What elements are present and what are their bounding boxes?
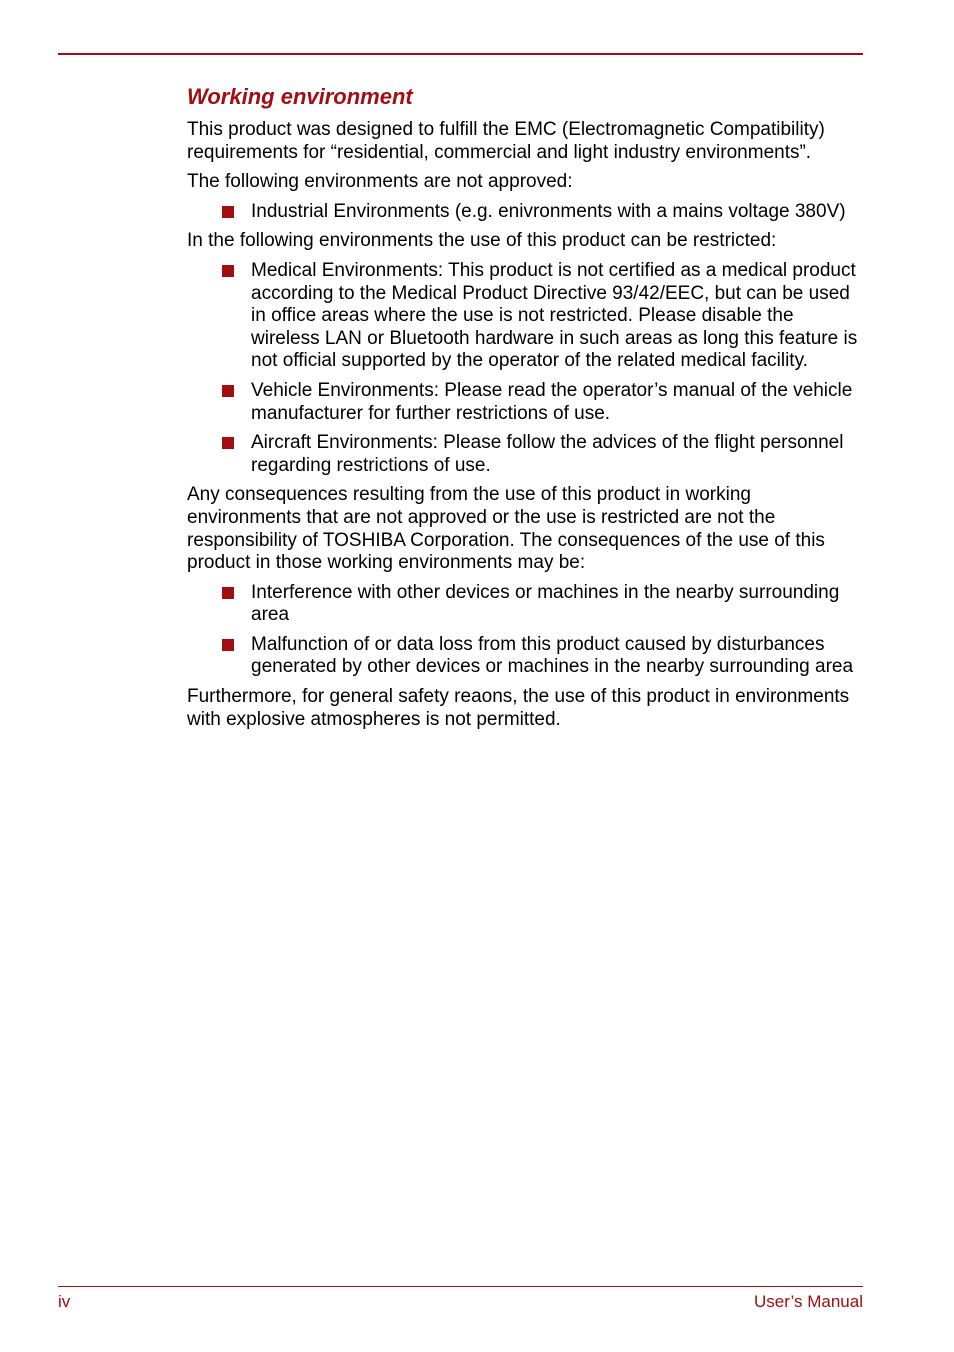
section-heading: Working environment bbox=[187, 84, 413, 109]
restricted-intro: In the following environments the use of this product can be restricted: bbox=[187, 230, 777, 252]
list-item bbox=[187, 432, 867, 477]
list-item bbox=[187, 260, 867, 373]
list-item-text: Medical Environments: This product is not certified as a medical product according to the Medical Product Directive 93/42/EEC, but can be used in office areas where the use is not restricted. Please disable the wireless LAN or Bluetooth hardware in such areas as long this feature is not official supported by the operator of the related medical facility. bbox=[251, 259, 858, 372]
square-bullet-icon bbox=[222, 437, 234, 449]
consequences-list bbox=[187, 582, 867, 679]
page-number: iv bbox=[58, 1292, 71, 1311]
footer-rule bbox=[58, 1286, 863, 1287]
square-bullet-icon bbox=[222, 206, 234, 218]
closing-paragraph: Furthermore, for general safety reaons, the use of this product in environments with explosive atmospheres is not permitted. bbox=[187, 686, 850, 730]
square-bullet-icon bbox=[222, 385, 234, 397]
list-item-text: Industrial Environments (e.g. enivronments with a mains voltage 380V) bbox=[251, 200, 846, 222]
header-rule bbox=[58, 53, 863, 55]
list-item bbox=[187, 582, 867, 627]
list-item bbox=[187, 634, 867, 679]
list-item-text: Malfunction of or data loss from this product caused by disturbances generated by other devices or machines in the nearby surrounding area bbox=[251, 633, 854, 678]
consequences-paragraph: Any consequences resulting from the use of this product in working environments that are not approved or the use is restricted are not the responsibility of TOSHIBA Corporation. The consequences of the use of this product in those working environments may be: bbox=[187, 484, 825, 574]
list-item-text: Aircraft Environments: Please follow the advices of the flight personnel regarding restrictions of use. bbox=[251, 432, 844, 476]
list-item bbox=[187, 201, 867, 224]
list-item bbox=[187, 380, 867, 425]
restricted-list bbox=[187, 260, 867, 477]
intro-paragraph: This product was designed to fulfill the EMC (Electromagnetic Compatibility) requirements for “residential, commercial and light industry environments”. bbox=[187, 119, 825, 163]
page-content bbox=[187, 83, 867, 738]
list-item-text: Vehicle Environments: Please read the operator’s manual of the vehicle manufacturer for further restrictions of use. bbox=[251, 379, 853, 424]
not-approved-list bbox=[187, 201, 867, 224]
list-item-text: Interference with other devices or machines in the nearby surrounding area bbox=[251, 581, 840, 626]
square-bullet-icon bbox=[222, 639, 234, 651]
square-bullet-icon bbox=[222, 265, 234, 277]
square-bullet-icon bbox=[222, 587, 234, 599]
manual-title: User’s Manual bbox=[754, 1292, 863, 1311]
not-approved-intro: The following environments are not approved: bbox=[187, 171, 573, 193]
